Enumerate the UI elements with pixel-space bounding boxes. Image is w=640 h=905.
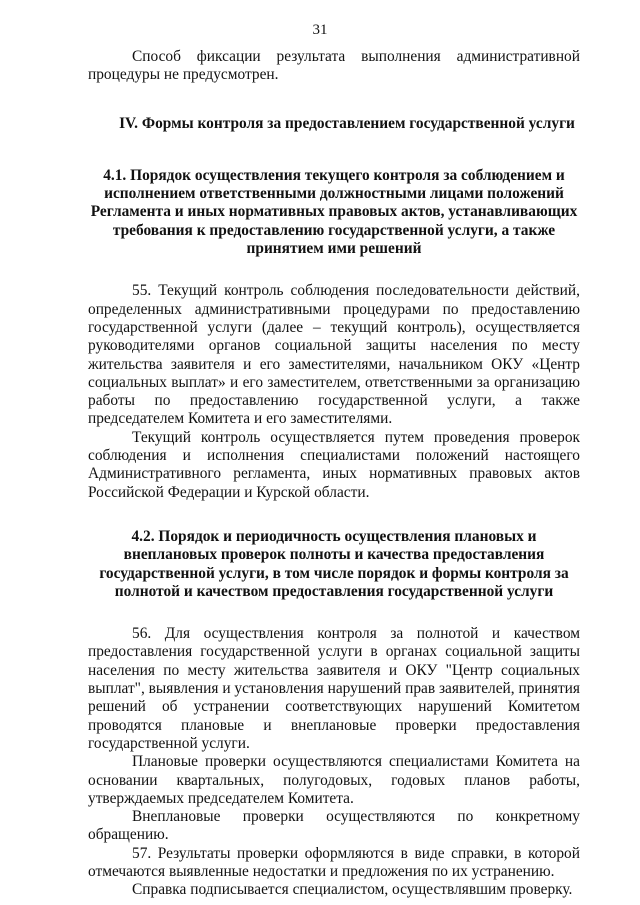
paragraph-57-signature: Справка подписывается специалистом, осуществлявшим проверку. bbox=[132, 881, 573, 899]
paragraph-56-unplanned: Внеплановые проверки осуществляются по конкретному обращению. bbox=[88, 808, 580, 844]
paragraph-57: 57. Результаты проверки оформляются в виде справки, в которой отмечаются выявленные недостатки и предложения по их устранению. bbox=[88, 844, 580, 880]
document-body bbox=[88, 48, 580, 900]
paragraph-55-continued: Текущий контроль осуществляется путем проведения проверок соблюдения и исполнения специалистами положений настоящего Административного регламента, иных нормативных правовых актов Российской Федерации и Курской области. bbox=[88, 428, 580, 501]
subsection-title-4-1: 4.1. Порядок осуществления текущего контроля за соблюдением и исполнением ответственными должностными лицами положений Регламента и иных нормативных правовых актов, устанавливающих требования к предоставлению государственной услуги, а также принятием ими решений bbox=[90, 166, 578, 258]
paragraph-fixation-method: Способ фиксации результата выполнения административной процедуры не предусмотрен. bbox=[88, 48, 580, 84]
paragraph-55: 55. Текущий контроль соблюдения последовательности действий, определенных административными процедурами по предоставлению государственной услуги (далее – текущий контроль), осуществляется руководителями органов социальной защиты населения по месту жительства заявителя и его заместителями, начальником ОКУ «Центр социальных выплат» и его заместителем, ответственными за организацию работы по предоставлению государственной услуги, а также председателем Комитета и его заместителями. bbox=[88, 282, 580, 428]
paragraph-56-planned: Плановые проверки осуществляются специалистами Комитета на основании квартальных, полугодовых, годовых планов работы, утверждаемых председателем Комитета. bbox=[88, 753, 580, 807]
section-title: IV. Формы контроля за предоставлением государственной услуги bbox=[119, 114, 575, 132]
paragraph-56: 56. Для осуществления контроля за полнотой и качеством предоставления государственной услуги в органах социальной защиты населения по месту жительства заявителя и ОКУ "Центр социальных выплат", выявления и установления нарушений прав заявителей, принятия решений об устранении соответствующих нарушений Комитетом проводятся плановые и внеплановые проверки предоставления государственной услуги. bbox=[88, 625, 580, 752]
subsection-title-4-2: 4.2. Порядок и периодичность осуществления плановых и внеплановых проверок полноты и качества предоставления государственной услуги, в том числе порядок и формы контроля за полнотой и качеством предоставления государственной услуги bbox=[99, 527, 569, 600]
page-number: 31 bbox=[312, 22, 328, 38]
